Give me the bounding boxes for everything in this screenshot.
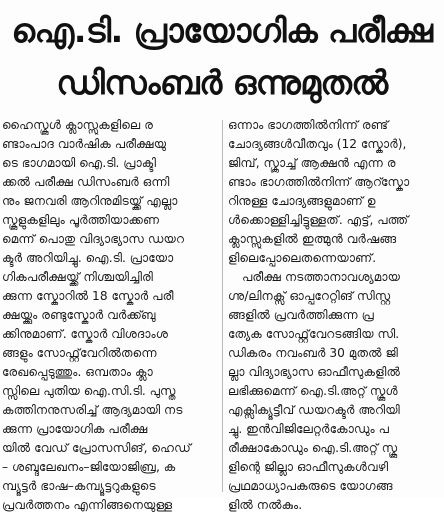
headline-line-2: ഡിസംബർ ഒന്നുമുതൽ (56, 63, 388, 102)
article-line: എക്സിക്യൂട്ടീവ് ഡയറക്ടർ അറിയി (228, 403, 400, 417)
article-line: റിനുള്ള ചോദ്യങ്ങളുമാണ് ഉ (228, 194, 376, 208)
article-line: – ശബ്ദലേഖനം–ജിയോജിബ്ര, ക (2, 460, 176, 474)
article-line: മ്പ്യൂട്ടർ ഭാഷ–കമ്പ്യൂട്ടറുകളുടെ (2, 479, 156, 493)
article-line: ക്കൽ പരീക്ഷ ഡിസംബർ ഒന്നി (2, 175, 170, 189)
article-line: ളിന്റെ ജില്ലാ ഓഫീസുകൾവഴി (228, 460, 389, 474)
article-line: ക്ലാസ്സുകളിൽ ഇത്മുൻ വർഷങ്ങ (228, 232, 397, 246)
article-line: സ്കൂളുകളിലും പൂർത്തിയാക്കണ (2, 213, 160, 227)
article-line: ജിമ്പ്, സ്ക്രാച്ച് ആക്ഷൻ എന്ന ര (228, 156, 396, 170)
article-line: ഗ്നു/ലിനക്സ് ഓപ്പറേറ്റിങ് സിസ്റ്റ (228, 289, 391, 303)
article-line: ഒന്നാം ഭാഗത്തിൽനിന്ന് രണ്ട് (228, 118, 389, 132)
article-line: രീക്ഷാകോഡും ഐ.ടി.അറ്റ് സ്കൂ (228, 441, 398, 455)
article-line: നും ജനവരി ആറിനുമിടയ്ക്ക് എല്ലാ (2, 194, 178, 208)
article-line: സ്സിലെ പുതിയ ഐ.സി.ടി. പുസ്ത (2, 384, 176, 398)
article-line: ക്കിനുമാണ്. സ്കോർ വിശദാംശ (2, 327, 169, 341)
article-line: ൾക്കൊള്ളിച്ചിട്ടുള്ളത്. എട്ട്, പത്ത് (228, 213, 409, 227)
article-line: ക്കുന്ന സ്കോറിൽ 18 സ്കോർ പരീ (2, 289, 174, 303)
article-line: ണ്ടാംപാദ വാർഷിക പരീക്ഷയു (2, 137, 167, 151)
article-line: യിൽ വേഡ് പ്രോസസിങ്, ഹെഡ് (2, 441, 191, 455)
article-line: മെന്ന് പൊതു വിദ്യാഭ്യാസ ഡയറ (2, 232, 185, 246)
article-line: ക്ടർ അറിയിച്ചു. ഐ.ടി. പ്രായോ (2, 251, 174, 265)
article-line: ണ്ടാം ഭാഗത്തിൽനിന്ന് ആറ്സ്കോ (228, 175, 410, 189)
article-line: ടെ ഭാഗമായി ഐ.ടി. പ്രാക്ടി (2, 156, 157, 170)
article-line: ല്ലാ വിദ്യാഭ്യാസ ഓഫീസുകളിൽ (228, 365, 401, 379)
article-line: ഡികരം നവംബർ 30 മുതൽ ജി (228, 346, 398, 360)
article-line: പ്രവർത്തനം എന്നിങ്ങനെയുള്ള (2, 498, 173, 512)
article-left-column (2, 116, 216, 515)
article-line: പ്രഥമാധ്യാപകരുടെ യോഗങ്ങ (228, 479, 393, 493)
article-line: ക്കുന്ന പ്രായോഗിക പരീക്ഷ (2, 422, 148, 436)
article-line: ക്ഷയ്ക്കും രണ്ടുസ്കോർ വർക്ക്ബു (2, 308, 156, 322)
article-line: ളിൽ നൽകും. (228, 498, 303, 512)
article-right-column (228, 116, 442, 515)
article-line: ത്യേക സോഫ്റ്റ്‌വേറടങ്ങിയ സി. (228, 327, 400, 341)
article-body (0, 116, 444, 512)
article-line: ലഭിക്കുമെന്ന് ഐ.ടി.അറ്റ് സ്കൂൾ (228, 384, 398, 398)
article-line: ചോദ്യങ്ങൾവീതവും (12 സ്കോർ), (228, 137, 407, 151)
article-line: ഗികപരീക്ഷയ്ക്ക് നിശ്ചയിച്ചിരി (2, 270, 153, 284)
article-line: കത്തിനനുസരിച്ച് ആദ്യമായി നട (2, 403, 183, 417)
article-line: ഹൈസ്കൂൾ ക്ലാസ്സുകളിലെ ര (2, 118, 153, 132)
headline-line-1: ഐ.ടി. പ്രായോഗിക പരീക്ഷ (11, 11, 433, 50)
article-line: ങ്ങളും സോഫ്റ്റ്‌വേറിൽതന്നെ (2, 346, 157, 360)
article-line: രേഖപ്പെടുത്തും. ഒമ്പതാം ക്ലാ (2, 365, 153, 379)
article-line: ങ്ങളിൽ പ്രവർത്തിക്കുന്ന പ്ര (228, 308, 374, 322)
article-line: പരീക്ഷ നടത്താനാവശ്യമായ (242, 270, 401, 284)
article-line: ളിലെപ്പോലെതന്നെയാണ്. (228, 251, 377, 265)
article-line: ച്ചു. ഇൻവിജിലേറ്റർകോഡും പ (228, 422, 390, 436)
